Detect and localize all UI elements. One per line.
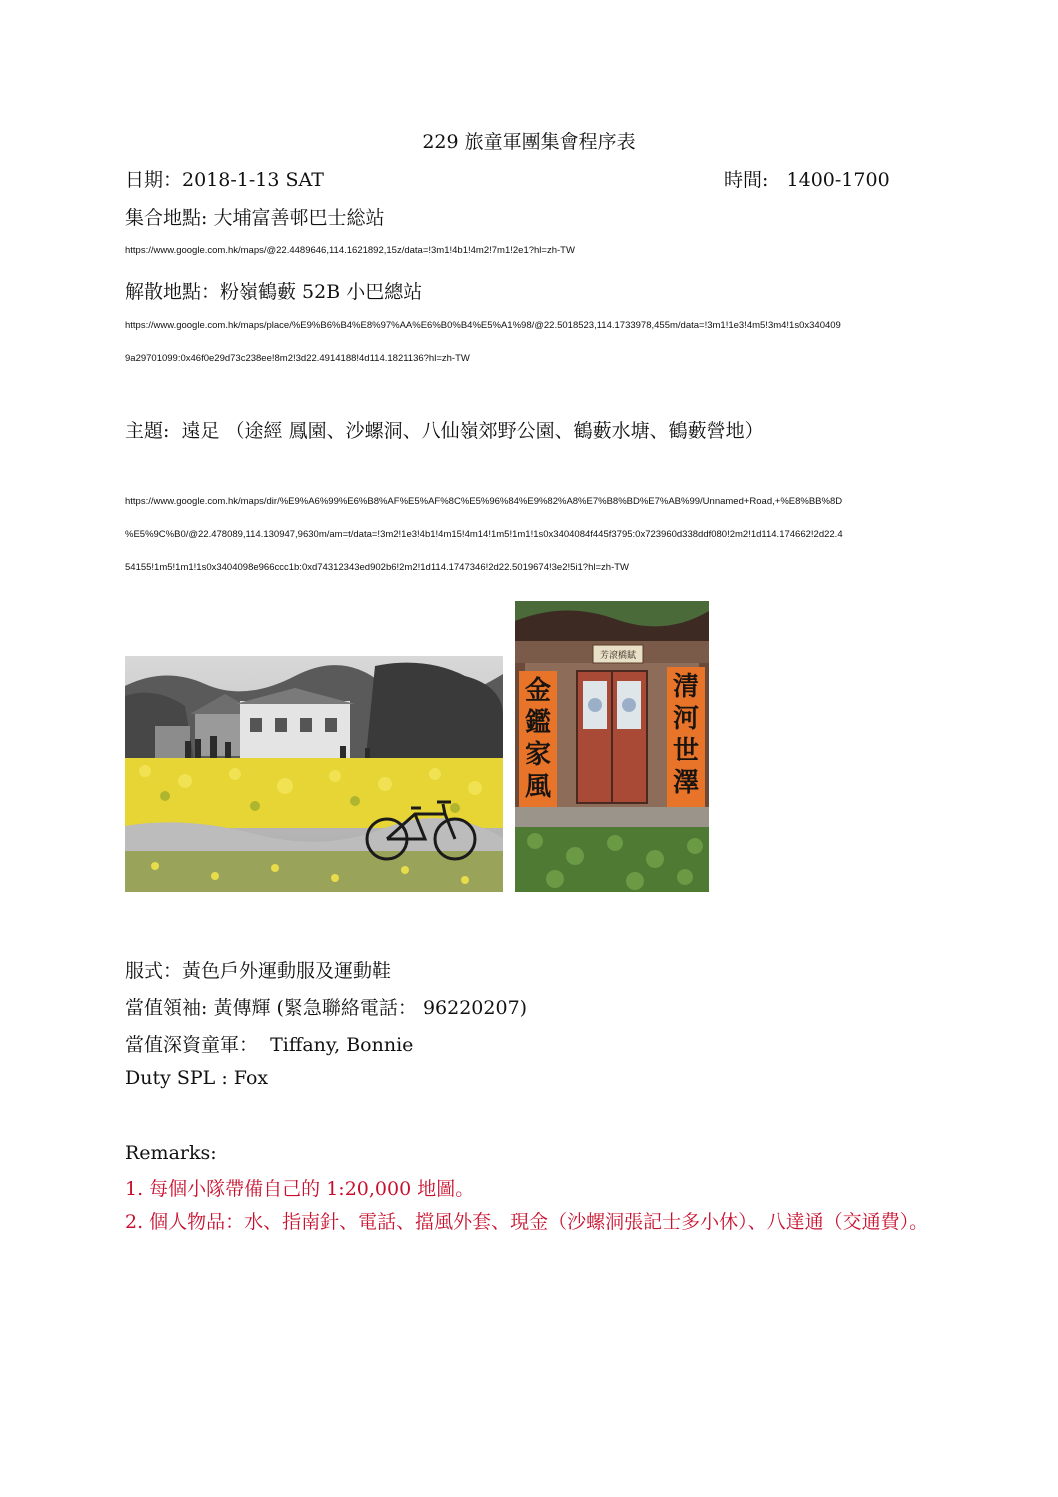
remarks-heading: Remarks: — [125, 1142, 217, 1164]
duty-spl-value: Fox — [233, 1067, 269, 1089]
attire-line — [125, 956, 391, 983]
doorway-couplet-photo — [515, 601, 709, 892]
assembly-value: 大埔富善邨巴士総站 — [213, 207, 385, 229]
duty-senior-line — [125, 1030, 413, 1057]
page-title: 229 旅童軍團集會程序表 — [422, 131, 636, 153]
dismissal-map-link-line-2[interactable]: 9a29701099:0x46f0e29d73c238ee!8m2!3d22.4914188!4d114.1821136?hl=zh-TW — [125, 353, 470, 364]
dismissal-value: 粉嶺鶴藪 52B 小巴總站 — [220, 281, 423, 303]
remark-item-1: 1. 每個小隊帶備自己的 1:20,000 地圖。 — [125, 1178, 475, 1200]
duty-leader-value: 黃傳輝 (緊急聯絡電話： 96220207) — [213, 997, 528, 1019]
time-value: 1400-1700 — [786, 169, 890, 191]
couplet-right-char-2: 河 — [672, 704, 700, 734]
route-map-link-line-3[interactable]: 54155!1m5!1m1!1s0x3404098e966ccc1b:0xd74312343ed902b6!2m2!1d114.1747346!2d22.5019674!3e2!5i1?hl=zh-TW — [125, 562, 629, 573]
assembly-map-link[interactable]: https://www.google.com.hk/maps/@22.4489646,114.1621892,15z/data=!3m1!4b1!4m2!7m1!2e1?hl=zh-TW — [125, 245, 575, 256]
attire-label: 服式： — [125, 960, 183, 982]
assembly-line — [125, 203, 384, 230]
couplet-left-char-3: 家 — [524, 740, 552, 770]
village-field-photo — [125, 656, 503, 892]
date-value: 2018-1-13 SAT — [182, 169, 324, 191]
couplet-left-char-1: 金 — [524, 676, 552, 706]
couplet-left-char-4: 風 — [524, 772, 552, 802]
couplet-right-char-3: 世 — [672, 736, 700, 766]
couplet-right-char-4: 澤 — [672, 768, 700, 798]
theme-value: 遠足 （途經 鳳園、沙螺洞、八仙嶺郊野公園、鶴藪水塘、鶴藪營地） — [181, 420, 764, 442]
route-map-link-line-2[interactable]: %E5%9C%B0/@22.478089,114.130947,9630m/am=t/data=!3m2!1e3!4b1!4m15!4m14!1m5!1m1!1s0x3404084f445f3795:0x723960d338ddf080!2m2!1d114.174662!2d22.4 — [125, 529, 843, 540]
duty-leader-label: 當值領袖: — [125, 997, 208, 1019]
duty-senior-value: Tiffany, Bonnie — [270, 1034, 414, 1056]
duty-spl-line — [125, 1067, 268, 1089]
dismissal-label: 解散地點： — [125, 281, 221, 303]
duty-senior-label: 當值深資童軍： — [125, 1034, 259, 1056]
dismissal-line — [125, 277, 422, 304]
theme-line — [125, 416, 764, 443]
couplet-left-char-2: 鑑 — [524, 708, 552, 738]
assembly-label: 集合地點: — [125, 207, 208, 229]
duty-spl-label: Duty SPL : — [125, 1067, 228, 1089]
date-label: 日期： — [125, 169, 183, 191]
time-label: 時間: — [724, 169, 769, 191]
route-map-link-line-1[interactable]: https://www.google.com.hk/maps/dir/%E9%A6%99%E6%B8%AF%E5%AF%8C%E5%96%84%E9%82%A8%E7%B8%BD%E7%AB%99/Unnamed+Road,+%E8%BB%8D — [125, 496, 843, 507]
theme-label: 主題: — [125, 420, 170, 442]
duty-leader-line — [125, 993, 527, 1020]
time-line — [724, 165, 890, 192]
remark-item-2: 2. 個人物品：水、指南針、電話、擋風外套、現金（沙螺洞張記士多小休）、八達通（交通費）。 — [125, 1211, 929, 1233]
dismissal-map-link-line-1[interactable]: https://www.google.com.hk/maps/place/%E9%B6%B4%E8%97%AA%E6%B0%B4%E5%A1%98/@22.5018523,114.1733978,455m/data=!3m1!1e3!4m5!3m4!1s0x340409 — [125, 320, 841, 331]
couplet-right-char-1: 清 — [672, 672, 700, 702]
attire-value: 黃色戶外運動服及運動鞋 — [182, 960, 392, 982]
door-plaque-text: 芳滾橋賦 — [599, 651, 637, 661]
date-line — [125, 165, 324, 192]
